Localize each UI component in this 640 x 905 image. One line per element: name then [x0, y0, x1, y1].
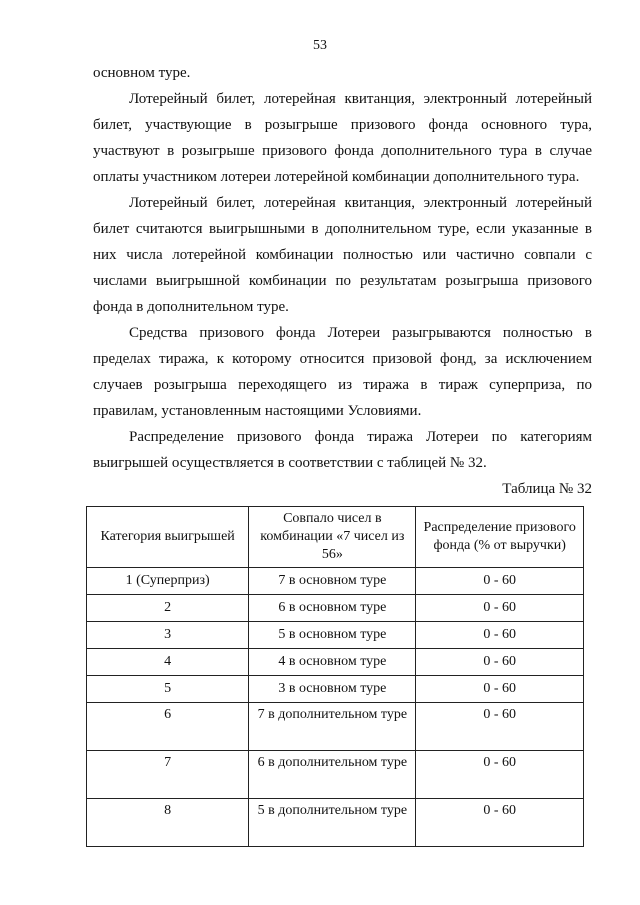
paragraph-1: Лотерейный билет, лотерейная квитанция, электронный лотерейный билет, участвующие в розыгрыше призового фонда основного тура, участвуют в розыгрыше призового фонда дополнительного тура в случае оплаты участником лотереи лотерейной комбинации дополнительного тура.: [93, 91, 592, 185]
table-row: [87, 649, 584, 676]
cell-distribution: 0 - 60: [416, 595, 584, 622]
cell-matched: 4 в основном туре: [249, 649, 416, 676]
cell-distribution: 0 - 60: [416, 676, 584, 703]
header-matched-numbers: Совпало чисел в комбинации «7 чисел из 56»: [249, 507, 416, 568]
cell-matched: 6 в дополнительном туре: [249, 751, 416, 799]
cell-distribution: 0 - 60: [416, 703, 584, 751]
cell-matched: 6 в основном туре: [249, 595, 416, 622]
table-header-row: [87, 507, 584, 568]
body-text: [93, 86, 592, 476]
table-row: [87, 568, 584, 595]
continuation-text: основном туре.: [93, 65, 191, 81]
paragraph-3: Средства призового фонда Лотереи разыгрываются полностью в пределах тиража, к которому относится призовой фонд, за исключением случаев розыгрыша переходящего из тиража в тираж суперприза, по правилам, установленным настоящими Условиями.: [93, 325, 592, 419]
prize-distribution-table: [86, 506, 584, 847]
cell-distribution: 0 - 60: [416, 568, 584, 595]
cell-distribution: 0 - 60: [416, 751, 584, 799]
header-prize-distribution: Распределение призового фонда (% от выручки): [416, 507, 584, 568]
cell-matched: 5 в дополнительном туре: [249, 799, 416, 847]
cell-distribution: 0 - 60: [416, 622, 584, 649]
cell-matched: 7 в основном туре: [249, 568, 416, 595]
table-row: [87, 622, 584, 649]
cell-distribution: 0 - 60: [416, 799, 584, 847]
cell-category: 6: [87, 703, 249, 751]
table-row: [87, 703, 584, 751]
cell-category: 1 (Суперприз): [87, 568, 249, 595]
cell-category: 7: [87, 751, 249, 799]
header-category: Категория выигрышей: [87, 507, 249, 568]
cell-category: 4: [87, 649, 249, 676]
cell-matched: 7 в дополнительном туре: [249, 703, 416, 751]
table-caption: Таблица № 32: [502, 481, 592, 497]
table-row: [87, 595, 584, 622]
paragraph-2: Лотерейный билет, лотерейная квитанция, электронный лотерейный билет считаются выигрышными в дополнительном туре, если указанные в них числа лотерейной комбинации полностью или частично совпали с числами выигрышной комбинации по результатам розыгрыша призового фонда в дополнительном туре.: [93, 195, 592, 315]
cell-distribution: 0 - 60: [416, 649, 584, 676]
cell-category: 5: [87, 676, 249, 703]
cell-category: 2: [87, 595, 249, 622]
paragraph-4: Распределение призового фонда тиража Лотереи по категориям выигрышей осуществляется в соответствии с таблицей № 32.: [93, 429, 592, 471]
cell-category: 3: [87, 622, 249, 649]
page-number: 53: [313, 38, 327, 53]
table-row: [87, 751, 584, 799]
cell-matched: 5 в основном туре: [249, 622, 416, 649]
table-row: [87, 676, 584, 703]
cell-category: 8: [87, 799, 249, 847]
cell-matched: 3 в основном туре: [249, 676, 416, 703]
table-row: [87, 799, 584, 847]
